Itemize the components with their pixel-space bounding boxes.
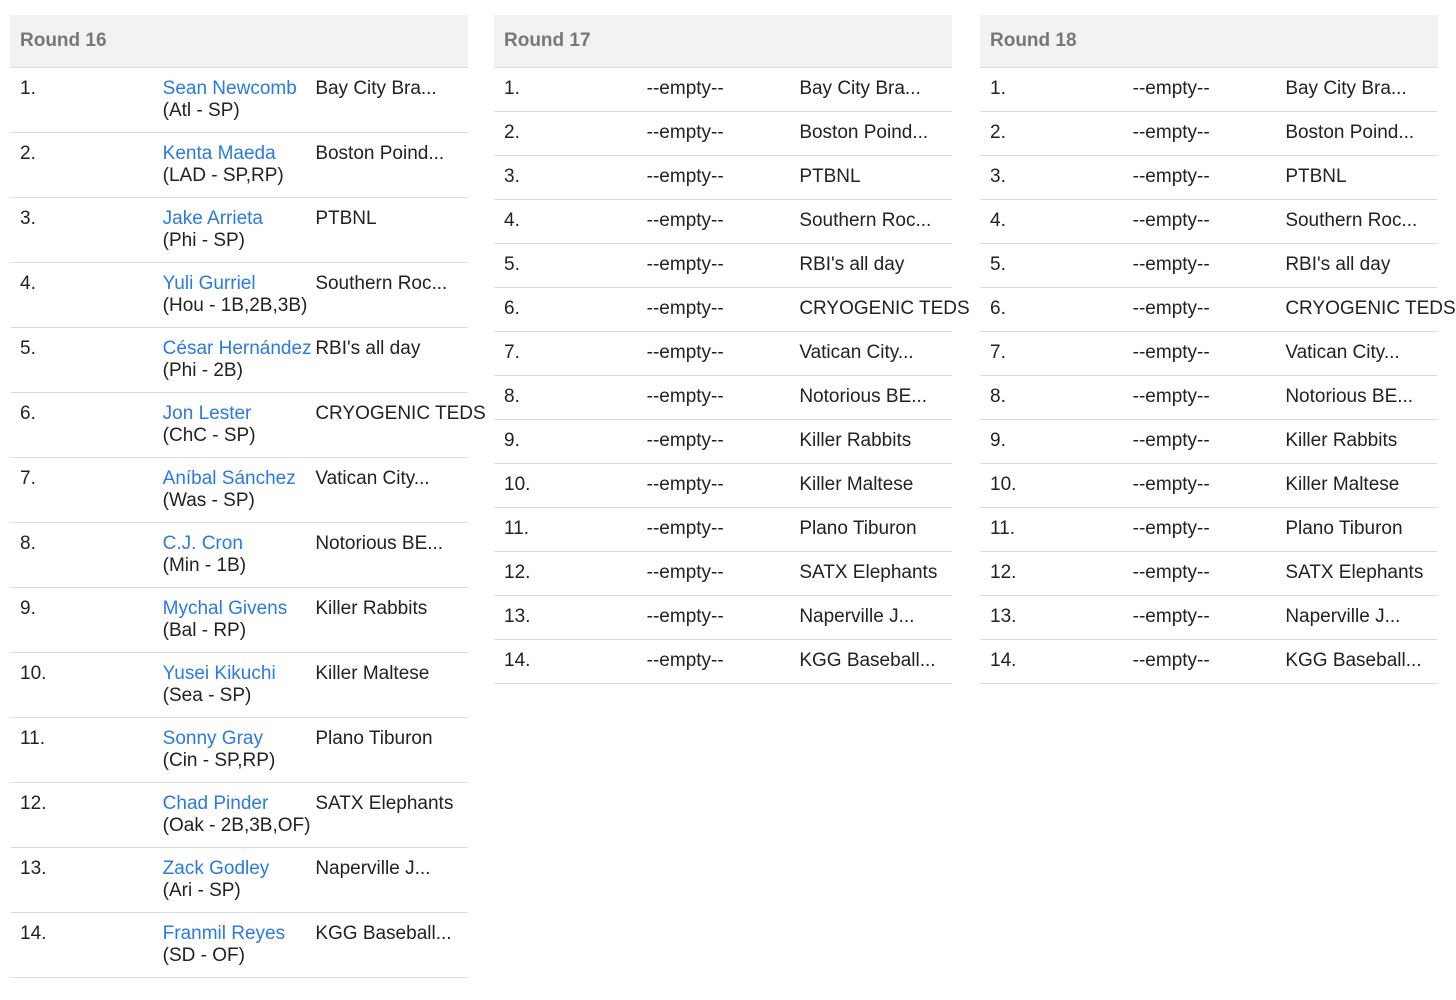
table-row (494, 508, 952, 552)
empty-slot: --empty-- (1133, 288, 1286, 332)
empty-slot: --empty-- (1133, 332, 1286, 376)
player-cell (163, 913, 316, 978)
table-row (980, 112, 1438, 156)
player-cell (163, 653, 316, 718)
empty-slot: --empty-- (1133, 552, 1286, 596)
round-16-picks (10, 68, 486, 978)
player-position: (Bal - RP) (162, 620, 247, 641)
empty-slot: --empty-- (647, 156, 800, 200)
empty-slot: --empty-- (647, 552, 800, 596)
empty-slot: --empty-- (1133, 596, 1286, 640)
pick-number: 12. (980, 552, 1133, 596)
team-name: Bay City Bra... (799, 68, 952, 112)
empty-slot: --empty-- (647, 464, 800, 508)
pick-number: 8. (10, 523, 163, 588)
table-row (10, 718, 468, 783)
team-name: Southern Roc... (315, 263, 468, 328)
table-row (494, 156, 952, 200)
table-row (980, 420, 1438, 464)
table-row (494, 244, 952, 288)
empty-slot: --empty-- (647, 288, 800, 332)
team-name: Plano Tiburon (1285, 508, 1438, 552)
team-name: Killer Rabbits (1285, 420, 1438, 464)
table-row (494, 68, 952, 112)
table-row (980, 640, 1438, 684)
player-link[interactable]: Chad Pinder (162, 793, 269, 814)
team-name: RBI's all day (315, 328, 468, 393)
player-position: (Sea - SP) (162, 685, 252, 706)
team-name: Naperville J... (1285, 596, 1438, 640)
pick-number: 9. (10, 588, 163, 653)
table-row (10, 913, 468, 978)
empty-slot: --empty-- (647, 332, 800, 376)
player-position: (Oak - 2B,3B,OF) (162, 815, 311, 836)
table-row (980, 552, 1438, 596)
player-cell (163, 263, 316, 328)
player-link[interactable]: C.J. Cron (162, 533, 243, 554)
pick-number: 6. (10, 393, 163, 458)
player-link[interactable]: Zack Godley (162, 858, 270, 879)
round-17-table (494, 15, 970, 684)
team-name: SATX Elephants (799, 552, 952, 596)
table-row (10, 328, 468, 393)
team-name: Killer Rabbits (315, 588, 468, 653)
empty-slot: --empty-- (647, 508, 800, 552)
team-name: RBI's all day (799, 244, 952, 288)
empty-slot: --empty-- (647, 376, 800, 420)
pick-number: 6. (980, 288, 1133, 332)
empty-slot: --empty-- (647, 112, 800, 156)
pick-number: 9. (494, 420, 647, 464)
pick-number: 7. (10, 458, 163, 523)
player-link[interactable]: Jake Arrieta (162, 208, 263, 229)
team-name: Plano Tiburon (799, 508, 952, 552)
player-position: (ChC - SP) (162, 425, 256, 446)
empty-slot: --empty-- (647, 640, 800, 684)
team-name: CRYOGENIC TEDS (315, 393, 468, 458)
table-row (980, 68, 1438, 112)
team-name: SATX Elephants (1285, 552, 1438, 596)
pick-number: 9. (980, 420, 1133, 464)
player-cell (163, 848, 316, 913)
player-link[interactable]: Yusei Kikuchi (162, 663, 276, 684)
empty-slot: --empty-- (647, 244, 800, 288)
team-name: Boston Poind... (315, 133, 468, 198)
team-name: Southern Roc... (799, 200, 952, 244)
pick-number: 3. (10, 198, 163, 263)
round-17-picks (494, 68, 970, 684)
table-row (980, 288, 1438, 332)
team-name: Plano Tiburon (315, 718, 468, 783)
table-row (10, 133, 468, 198)
table-row (10, 783, 468, 848)
pick-number: 12. (494, 552, 647, 596)
team-name: Notorious BE... (799, 376, 952, 420)
team-name: Killer Maltese (799, 464, 952, 508)
player-link[interactable]: Sean Newcomb (162, 78, 297, 99)
table-row (494, 112, 952, 156)
player-position: (Atl - SP) (162, 100, 240, 121)
table-row (980, 244, 1438, 288)
player-position: (Hou - 1B,2B,3B) (162, 295, 308, 316)
player-position: (SD - OF) (162, 945, 245, 966)
round-18-table (980, 15, 1456, 684)
team-name: Bay City Bra... (315, 68, 468, 133)
table-row (980, 156, 1438, 200)
table-row (980, 596, 1438, 640)
pick-number: 13. (494, 596, 647, 640)
table-row (494, 420, 952, 464)
team-name: PTBNL (315, 198, 468, 263)
round-header: Round 16 (10, 15, 468, 68)
empty-slot: --empty-- (647, 200, 800, 244)
pick-number: 10. (10, 653, 163, 718)
pick-number: 4. (494, 200, 647, 244)
player-position: (Ari - SP) (162, 880, 241, 901)
player-link[interactable]: Franmil Reyes (162, 923, 286, 944)
pick-number: 1. (980, 68, 1133, 112)
player-link[interactable]: Yuli Gurriel (162, 273, 256, 294)
team-name: Notorious BE... (1285, 376, 1438, 420)
empty-slot: --empty-- (1133, 112, 1286, 156)
table-row (10, 263, 468, 328)
pick-number: 2. (494, 112, 647, 156)
empty-slot: --empty-- (1133, 508, 1286, 552)
team-name: Bay City Bra... (1285, 68, 1438, 112)
table-row (494, 640, 952, 684)
team-name: RBI's all day (1285, 244, 1438, 288)
pick-number: 7. (980, 332, 1133, 376)
team-name: Boston Poind... (799, 112, 952, 156)
pick-number: 8. (494, 376, 647, 420)
empty-slot: --empty-- (1133, 376, 1286, 420)
pick-number: 11. (10, 718, 163, 783)
empty-slot: --empty-- (1133, 464, 1286, 508)
table-row (494, 376, 952, 420)
player-position: (Phi - SP) (162, 230, 246, 251)
player-position: (Min - 1B) (162, 555, 247, 576)
table-row (10, 68, 468, 133)
empty-slot: --empty-- (647, 420, 800, 464)
table-row (10, 458, 468, 523)
round-header: Round 18 (980, 15, 1438, 68)
team-name: Naperville J... (315, 848, 468, 913)
table-row (980, 464, 1438, 508)
player-cell (163, 393, 316, 458)
player-cell (163, 198, 316, 263)
round-18-picks (980, 68, 1456, 684)
player-link[interactable]: Sonny Gray (162, 728, 263, 749)
pick-number: 4. (980, 200, 1133, 244)
team-name: Killer Maltese (1285, 464, 1438, 508)
team-name: PTBNL (1285, 156, 1438, 200)
team-name: Vatican City... (799, 332, 952, 376)
player-cell (163, 328, 316, 393)
table-row (494, 464, 952, 508)
team-name: Killer Rabbits (799, 420, 952, 464)
empty-slot: --empty-- (647, 68, 800, 112)
empty-slot: --empty-- (1133, 156, 1286, 200)
empty-slot: --empty-- (1133, 244, 1286, 288)
player-cell (163, 458, 316, 523)
pick-number: 8. (980, 376, 1133, 420)
pick-number: 6. (494, 288, 647, 332)
pick-number: 13. (980, 596, 1133, 640)
pick-number: 14. (494, 640, 647, 684)
team-name: Killer Maltese (315, 653, 468, 718)
empty-slot: --empty-- (1133, 200, 1286, 244)
table-row (980, 508, 1438, 552)
player-cell (163, 783, 316, 848)
player-position: (LAD - SP,RP) (162, 165, 284, 186)
player-cell (163, 588, 316, 653)
pick-number: 7. (494, 332, 647, 376)
pick-number: 5. (980, 244, 1133, 288)
table-row (10, 198, 468, 263)
empty-slot: --empty-- (647, 596, 800, 640)
table-row (980, 332, 1438, 376)
team-name: PTBNL (799, 156, 952, 200)
table-row (494, 332, 952, 376)
table-row (494, 200, 952, 244)
table-row (494, 288, 952, 332)
team-name: Naperville J... (799, 596, 952, 640)
team-name: CRYOGENIC TEDS (799, 288, 952, 332)
table-row (10, 653, 468, 718)
pick-number: 14. (980, 640, 1133, 684)
player-link[interactable]: César Hernández (162, 338, 312, 359)
pick-number: 2. (980, 112, 1133, 156)
pick-number: 10. (980, 464, 1133, 508)
pick-number: 5. (494, 244, 647, 288)
pick-number: 11. (494, 508, 647, 552)
player-cell (163, 68, 316, 133)
pick-number: 13. (10, 848, 163, 913)
team-name: Vatican City... (1285, 332, 1438, 376)
team-name: KGG Baseball... (799, 640, 952, 684)
player-cell (163, 523, 316, 588)
player-link[interactable]: Mychal Givens (162, 598, 288, 619)
table-row (980, 200, 1438, 244)
pick-number: 3. (494, 156, 647, 200)
pick-number: 14. (10, 913, 163, 978)
player-position: (Cin - SP,RP) (162, 750, 276, 771)
table-row (494, 552, 952, 596)
team-name: Southern Roc... (1285, 200, 1438, 244)
pick-number: 12. (10, 783, 163, 848)
pick-number: 2. (10, 133, 163, 198)
player-cell (163, 718, 316, 783)
player-cell (163, 133, 316, 198)
pick-number: 4. (10, 263, 163, 328)
team-name: Vatican City... (315, 458, 468, 523)
pick-number: 3. (980, 156, 1133, 200)
pick-number: 1. (10, 68, 163, 133)
team-name: KGG Baseball... (315, 913, 468, 978)
player-link[interactable]: Aníbal Sánchez (162, 468, 296, 489)
table-row (980, 376, 1438, 420)
team-name: KGG Baseball... (1285, 640, 1438, 684)
pick-number: 1. (494, 68, 647, 112)
table-row (494, 596, 952, 640)
pick-number: 11. (980, 508, 1133, 552)
pick-number: 10. (494, 464, 647, 508)
table-row (10, 848, 468, 913)
team-name: Notorious BE... (315, 523, 468, 588)
table-row (10, 588, 468, 653)
round-header: Round 17 (494, 15, 952, 68)
player-link[interactable]: Jon Lester (162, 403, 252, 424)
round-16-table (10, 15, 486, 978)
empty-slot: --empty-- (1133, 640, 1286, 684)
player-link[interactable]: Kenta Maeda (162, 143, 276, 164)
team-name: Boston Poind... (1285, 112, 1438, 156)
player-position: (Phi - 2B) (162, 360, 243, 381)
table-row (10, 523, 468, 588)
team-name: SATX Elephants (315, 783, 468, 848)
empty-slot: --empty-- (1133, 68, 1286, 112)
empty-slot: --empty-- (1133, 420, 1286, 464)
player-position: (Was - SP) (162, 490, 255, 511)
pick-number: 5. (10, 328, 163, 393)
team-name: CRYOGENIC TEDS (1285, 288, 1438, 332)
table-row (10, 393, 468, 458)
